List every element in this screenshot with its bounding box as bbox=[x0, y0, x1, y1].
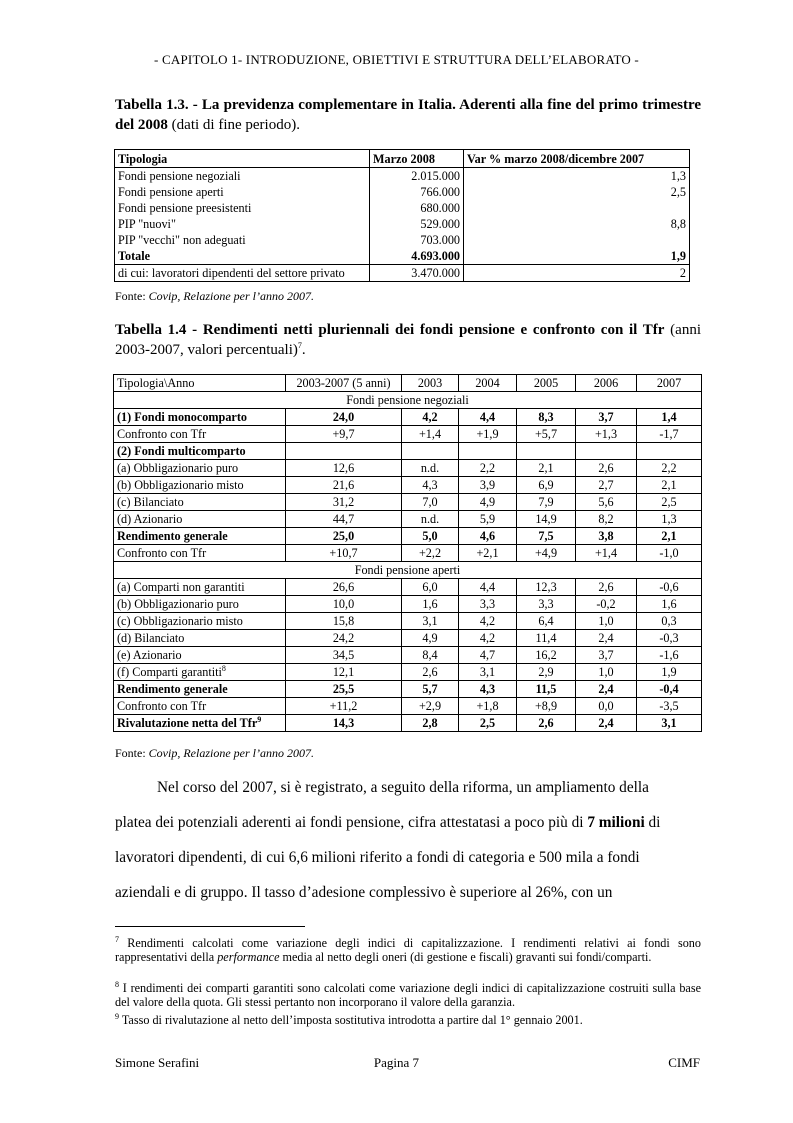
value-cell: 2,6 bbox=[576, 460, 637, 477]
value-cell: 6,4 bbox=[517, 613, 576, 630]
row-label bbox=[114, 664, 286, 681]
row-label bbox=[114, 460, 286, 477]
value-cell: 2,4 bbox=[576, 630, 637, 647]
value-cell: 2,7 bbox=[576, 477, 637, 494]
value-cell bbox=[459, 443, 517, 460]
row-label bbox=[114, 443, 286, 460]
row-label-text: Confronto con Tfr bbox=[117, 427, 207, 441]
paragraph-text: di bbox=[644, 814, 661, 831]
footnote-text: Tasso di rivalutazione al netto dell’imposta sostitutiva introdotta a partire dal 1° gennaio 2001. bbox=[119, 1013, 583, 1027]
value-cell bbox=[576, 443, 637, 460]
value-cell: 1,0 bbox=[576, 664, 637, 681]
value-cell: 3,1 bbox=[459, 664, 517, 681]
value-cell: 4.693.000 bbox=[370, 248, 464, 265]
value-cell bbox=[517, 443, 576, 460]
source-prefix: Fonte: bbox=[115, 289, 149, 303]
value-cell: -1,7 bbox=[637, 426, 702, 443]
value-cell: 6,9 bbox=[517, 477, 576, 494]
value-cell: 2,9 bbox=[517, 664, 576, 681]
table-row bbox=[114, 426, 702, 443]
value-cell: +11,2 bbox=[286, 698, 402, 715]
value-cell: 3,1 bbox=[402, 613, 459, 630]
table-row bbox=[114, 545, 702, 562]
column-header: Tipologia\Anno bbox=[114, 375, 286, 392]
row-label-text: (e) Azionario bbox=[117, 648, 182, 662]
row-label: PIP "nuovi" bbox=[118, 217, 176, 231]
value-cell: 16,2 bbox=[517, 647, 576, 664]
table-row bbox=[114, 681, 702, 698]
value-cell: +1,8 bbox=[459, 698, 517, 715]
source-prefix: Fonte: bbox=[115, 746, 149, 760]
value-cell: 12,3 bbox=[517, 579, 576, 596]
section-row bbox=[114, 562, 702, 579]
row-label bbox=[114, 477, 286, 494]
value-cell: 3,3 bbox=[517, 596, 576, 613]
value-cell: 5,9 bbox=[459, 511, 517, 528]
caption-period: . bbox=[301, 342, 306, 358]
row-label-text: (1) Fondi monocomparto bbox=[117, 410, 247, 424]
footnote-7 bbox=[115, 936, 701, 964]
value-cell: 4,2 bbox=[459, 613, 517, 630]
table-row bbox=[115, 168, 690, 185]
value-cell: 7,9 bbox=[517, 494, 576, 511]
row-label bbox=[114, 698, 286, 715]
footnote-text: I rendimenti dei comparti garantiti sono calcolati come variazione degli indici di capitalizzazione costruiti sulla base del valore della quota. Gli stessi pertanto non incorporano il valore della garanzia. bbox=[115, 981, 701, 1009]
row-label bbox=[114, 511, 286, 528]
section-title: Fondi pensione negoziali bbox=[114, 392, 702, 409]
row-label bbox=[114, 528, 286, 545]
paragraph-line bbox=[115, 875, 701, 910]
value-cell: 4,2 bbox=[459, 630, 517, 647]
value-cell: 0,3 bbox=[637, 613, 702, 630]
table-1-3-caption-note: (dati di fine periodo). bbox=[167, 117, 300, 133]
value-cell: 5,6 bbox=[576, 494, 637, 511]
paragraph-bold: 7 milioni bbox=[587, 814, 645, 831]
row-label: Totale bbox=[118, 249, 151, 263]
row-label-text: (d) Azionario bbox=[117, 512, 183, 526]
footnote-ref: 8 bbox=[221, 663, 226, 673]
value-cell: 2,5 bbox=[637, 494, 702, 511]
value-cell: 2,2 bbox=[459, 460, 517, 477]
paragraph-line bbox=[115, 770, 701, 805]
value-cell: -1,6 bbox=[637, 647, 702, 664]
value-cell: 1,6 bbox=[637, 596, 702, 613]
table-row bbox=[114, 494, 702, 511]
row-label-text: Rivalutazione netta del Tfr bbox=[117, 716, 258, 730]
value-cell: +2,9 bbox=[402, 698, 459, 715]
value-cell: 7,0 bbox=[402, 494, 459, 511]
row-label-text: (c) Obbligazionario misto bbox=[117, 614, 243, 628]
value-cell: -1,0 bbox=[637, 545, 702, 562]
row-label bbox=[114, 409, 286, 426]
value-cell bbox=[402, 443, 459, 460]
row-label: Fondi pensione aperti bbox=[118, 185, 224, 199]
value-cell bbox=[464, 200, 690, 216]
row-label-text: (b) Obbligazionario puro bbox=[117, 597, 239, 611]
footer-page-number: Pagina 7 bbox=[373, 1055, 420, 1070]
footnote-ref-7: 7 bbox=[297, 341, 302, 350]
row-label: Fondi pensione preesistenti bbox=[118, 201, 252, 215]
row-label bbox=[114, 613, 286, 630]
value-cell: 2,4 bbox=[576, 715, 637, 732]
value-cell: 10,0 bbox=[286, 596, 402, 613]
value-cell: -0,3 bbox=[637, 630, 702, 647]
value-cell: 8,3 bbox=[517, 409, 576, 426]
table-row bbox=[114, 528, 702, 545]
value-cell: 2 bbox=[464, 265, 690, 282]
footnote-text: media al netto degli oneri (di gestione e fiscali) gravanti sui fondi/comparti. bbox=[279, 950, 652, 964]
value-cell: 1,6 bbox=[402, 596, 459, 613]
table-row bbox=[114, 460, 702, 477]
value-cell: 3,9 bbox=[459, 477, 517, 494]
value-cell: 11,4 bbox=[517, 630, 576, 647]
row-label-text: Rendimento generale bbox=[117, 682, 228, 696]
table-row bbox=[114, 664, 702, 681]
value-cell: 2,6 bbox=[402, 664, 459, 681]
value-cell: 4,6 bbox=[459, 528, 517, 545]
value-cell: 3,8 bbox=[576, 528, 637, 545]
section-title: Fondi pensione aperti bbox=[114, 562, 702, 579]
row-label-text: (a) Obbligazionario puro bbox=[117, 461, 239, 475]
row-label-text: (2) Fondi multicomparto bbox=[117, 444, 246, 458]
value-cell: -3,5 bbox=[637, 698, 702, 715]
value-cell bbox=[637, 443, 702, 460]
value-cell: 4,4 bbox=[459, 409, 517, 426]
value-cell: 680.000 bbox=[370, 200, 464, 216]
table-header-row bbox=[114, 375, 702, 392]
footnote-8 bbox=[115, 981, 701, 1009]
table-row bbox=[114, 613, 702, 630]
row-label bbox=[114, 715, 286, 732]
value-cell: 8,8 bbox=[464, 216, 690, 232]
value-cell: 4,9 bbox=[459, 494, 517, 511]
footnote-number: 8 bbox=[115, 979, 119, 989]
value-cell: 25,0 bbox=[286, 528, 402, 545]
column-header: 2005 bbox=[517, 375, 576, 392]
value-cell: 11,5 bbox=[517, 681, 576, 698]
value-cell: 2.015.000 bbox=[370, 168, 464, 185]
value-cell: 14,3 bbox=[286, 715, 402, 732]
row-label: di cui: lavoratori dipendenti del settore privato bbox=[115, 265, 370, 282]
table-row bbox=[114, 477, 702, 494]
source-text: Covip, Relazione per l’anno 2007. bbox=[148, 289, 314, 303]
value-cell: +1,9 bbox=[459, 426, 517, 443]
table-row bbox=[114, 715, 702, 732]
value-cell: 26,6 bbox=[286, 579, 402, 596]
value-cell: 5,0 bbox=[402, 528, 459, 545]
value-cell: 2,1 bbox=[637, 528, 702, 545]
table-row bbox=[114, 409, 702, 426]
value-cell: 3,7 bbox=[576, 409, 637, 426]
row-label bbox=[114, 596, 286, 613]
row-label-text: Confronto con Tfr bbox=[117, 699, 207, 713]
value-cell: 1,9 bbox=[464, 248, 690, 265]
value-cell: +2,2 bbox=[402, 545, 459, 562]
row-label bbox=[114, 630, 286, 647]
value-cell: 25,5 bbox=[286, 681, 402, 698]
value-cell: 2,8 bbox=[402, 715, 459, 732]
value-cell: 1,9 bbox=[637, 664, 702, 681]
row-label bbox=[114, 647, 286, 664]
value-cell: 24,2 bbox=[286, 630, 402, 647]
table-row bbox=[115, 200, 690, 216]
value-cell: 2,1 bbox=[637, 477, 702, 494]
source-text: Covip, Relazione per l’anno 2007. bbox=[148, 746, 314, 760]
footnote-9 bbox=[115, 1013, 701, 1027]
value-cell: 4,4 bbox=[459, 579, 517, 596]
row-label-text: (a) Comparti non garantiti bbox=[117, 580, 245, 594]
footnote-number: 7 bbox=[115, 934, 119, 944]
table-row bbox=[115, 184, 690, 200]
value-cell: +5,7 bbox=[517, 426, 576, 443]
value-cell: 1,4 bbox=[637, 409, 702, 426]
row-label bbox=[114, 426, 286, 443]
value-cell: 6,0 bbox=[402, 579, 459, 596]
row-label bbox=[114, 681, 286, 698]
table-1-4-caption bbox=[115, 320, 701, 360]
value-cell: +1,4 bbox=[402, 426, 459, 443]
footer-author: Simone Serafini bbox=[115, 1055, 200, 1070]
footnote-separator bbox=[115, 926, 305, 927]
footnote-text: Rendimenti calcolati come variazione degli indici di capitalizzazione. I rendimenti relativi ai fondi sono rappresentativi della bbox=[115, 936, 701, 964]
value-cell: 2,2 bbox=[637, 460, 702, 477]
table-row bbox=[114, 647, 702, 664]
row-label-text: (f) Comparti garantiti bbox=[117, 665, 222, 679]
table-1-4 bbox=[113, 374, 702, 732]
column-header: 2006 bbox=[576, 375, 637, 392]
table-1-4-caption-note: (anni 2003-2007, valori percentuali) bbox=[115, 322, 701, 358]
table-row bbox=[115, 265, 690, 282]
table-1-3-caption bbox=[115, 95, 701, 135]
paragraph-line bbox=[115, 805, 701, 840]
value-cell bbox=[286, 443, 402, 460]
value-cell: 5,7 bbox=[402, 681, 459, 698]
value-cell: 766.000 bbox=[370, 184, 464, 200]
value-cell: +4,9 bbox=[517, 545, 576, 562]
table-1-4-caption-title: Tabella 1.4 - Rendimenti netti pluriennali dei fondi pensione e confronto con il Tfr bbox=[115, 322, 665, 338]
value-cell: 12,1 bbox=[286, 664, 402, 681]
value-cell: 2,4 bbox=[576, 681, 637, 698]
footer-org: CIMF bbox=[668, 1055, 700, 1070]
value-cell: +2,1 bbox=[459, 545, 517, 562]
table-1-3-source bbox=[115, 289, 314, 304]
value-cell: -0,2 bbox=[576, 596, 637, 613]
value-cell: 4,3 bbox=[402, 477, 459, 494]
paragraph-line bbox=[115, 840, 701, 875]
table-row bbox=[114, 630, 702, 647]
column-header: 2007 bbox=[637, 375, 702, 392]
value-cell: 14,9 bbox=[517, 511, 576, 528]
table-row bbox=[114, 596, 702, 613]
table-1-3-caption-title: Tabella 1.3. - La previdenza complementare in Italia. Aderenti alla fine del primo trimestre del 2008 bbox=[115, 97, 701, 133]
value-cell: 703.000 bbox=[370, 232, 464, 248]
value-cell: 12,6 bbox=[286, 460, 402, 477]
value-cell: 529.000 bbox=[370, 216, 464, 232]
table-header-row bbox=[115, 150, 690, 168]
row-label-text: (b) Obbligazionario misto bbox=[117, 478, 244, 492]
value-cell: 2,6 bbox=[517, 715, 576, 732]
value-cell: 31,2 bbox=[286, 494, 402, 511]
value-cell: 2,1 bbox=[517, 460, 576, 477]
body-paragraph bbox=[115, 770, 701, 910]
value-cell: n.d. bbox=[402, 511, 459, 528]
row-label: PIP "vecchi" non adeguati bbox=[118, 233, 246, 247]
value-cell: -0,4 bbox=[637, 681, 702, 698]
value-cell: 3,7 bbox=[576, 647, 637, 664]
value-cell: n.d. bbox=[402, 460, 459, 477]
section-row bbox=[114, 392, 702, 409]
table-row bbox=[114, 511, 702, 528]
value-cell: 4,2 bbox=[402, 409, 459, 426]
value-cell: 2,6 bbox=[576, 579, 637, 596]
value-cell: 3,3 bbox=[459, 596, 517, 613]
value-cell: 1,3 bbox=[464, 168, 690, 185]
table-row bbox=[114, 698, 702, 715]
footnote-italic: performance bbox=[217, 950, 280, 964]
row-label: Fondi pensione negoziali bbox=[118, 169, 241, 183]
value-cell: 1,3 bbox=[637, 511, 702, 528]
value-cell: +9,7 bbox=[286, 426, 402, 443]
table-row bbox=[114, 443, 702, 460]
table-row bbox=[115, 216, 690, 232]
footnote-number: 9 bbox=[115, 1011, 119, 1021]
table-row bbox=[115, 232, 690, 248]
value-cell: 8,2 bbox=[576, 511, 637, 528]
value-cell: 0,0 bbox=[576, 698, 637, 715]
value-cell: 2,5 bbox=[464, 184, 690, 200]
table-row bbox=[115, 248, 690, 265]
column-header: Tipologia bbox=[115, 150, 370, 168]
value-cell: 15,8 bbox=[286, 613, 402, 630]
value-cell: 3,1 bbox=[637, 715, 702, 732]
value-cell: 4,9 bbox=[402, 630, 459, 647]
value-cell: 3.470.000 bbox=[370, 265, 464, 282]
row-label-text: (d) Bilanciato bbox=[117, 631, 185, 645]
row-label-text: (c) Bilanciato bbox=[117, 495, 184, 509]
column-header: 2003 bbox=[402, 375, 459, 392]
paragraph-text: Nel corso del 2007, si è registrato, a seguito della riforma, un ampliamento della bbox=[157, 779, 649, 796]
value-cell: 4,7 bbox=[459, 647, 517, 664]
value-cell: 24,0 bbox=[286, 409, 402, 426]
value-cell: 7,5 bbox=[517, 528, 576, 545]
value-cell bbox=[464, 232, 690, 248]
table-1-3 bbox=[114, 149, 690, 282]
value-cell: 44,7 bbox=[286, 511, 402, 528]
value-cell: -0,6 bbox=[637, 579, 702, 596]
value-cell: 21,6 bbox=[286, 477, 402, 494]
column-header: Marzo 2008 bbox=[370, 150, 464, 168]
footnote-ref: 9 bbox=[257, 714, 262, 724]
value-cell: +8,9 bbox=[517, 698, 576, 715]
row-label bbox=[114, 579, 286, 596]
value-cell: +1,4 bbox=[576, 545, 637, 562]
paragraph-text: platea dei potenziali aderenti ai fondi pensione, cifra attestatasi a poco più di bbox=[115, 814, 588, 831]
value-cell: 34,5 bbox=[286, 647, 402, 664]
value-cell: 2,5 bbox=[459, 715, 517, 732]
row-label-text: Rendimento generale bbox=[117, 529, 228, 543]
value-cell: 4,3 bbox=[459, 681, 517, 698]
table-1-4-source bbox=[115, 746, 314, 761]
row-label-text: Confronto con Tfr bbox=[117, 546, 207, 560]
column-header: 2004 bbox=[459, 375, 517, 392]
paragraph-text: aziendali e di gruppo. Il tasso d’adesione complessivo è superiore al 26%, con un bbox=[115, 884, 613, 901]
column-header: Var % marzo 2008/dicembre 2007 bbox=[464, 150, 690, 168]
row-label bbox=[114, 494, 286, 511]
value-cell: +10,7 bbox=[286, 545, 402, 562]
page-header: - CAPITOLO 1- INTRODUZIONE, OBIETTIVI E STRUTTURA DELL’ELABORATO - bbox=[154, 52, 639, 67]
column-header: 2003-2007 (5 anni) bbox=[286, 375, 402, 392]
paragraph-text: lavoratori dipendenti, di cui 6,6 milioni riferito a fondi di categoria e 500 mila a fondi bbox=[115, 849, 640, 866]
table-row bbox=[114, 579, 702, 596]
value-cell: +1,3 bbox=[576, 426, 637, 443]
row-label bbox=[114, 545, 286, 562]
value-cell: 1,0 bbox=[576, 613, 637, 630]
value-cell: 8,4 bbox=[402, 647, 459, 664]
